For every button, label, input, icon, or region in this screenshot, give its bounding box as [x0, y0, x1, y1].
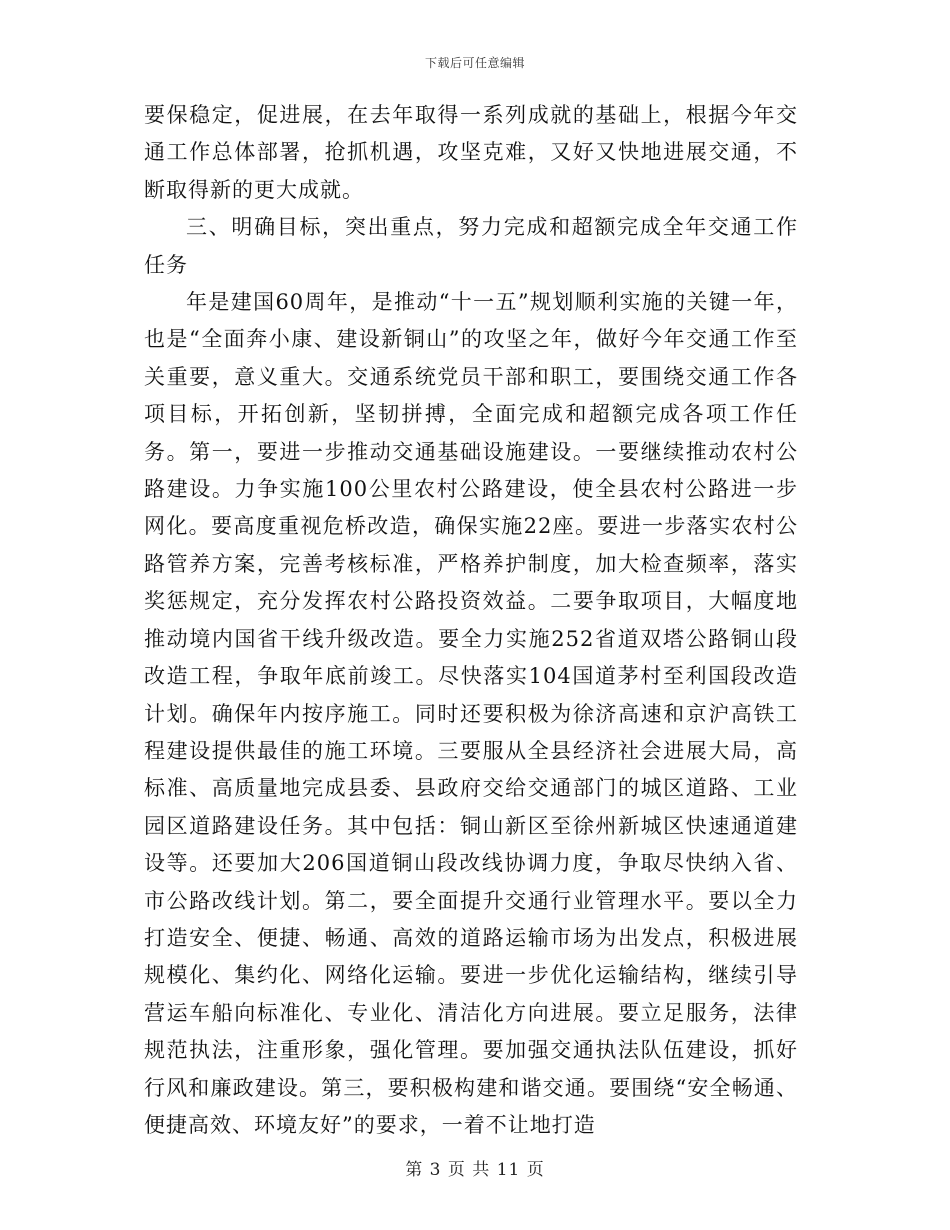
page-number-label: 第 3 页 共 11 页 [405, 1160, 545, 1180]
paragraph-main: 年是建国60周年，是推动“十一五”规划顺利实施的关键一年，也是“全面奔小康、建设新铜山”的攻坚之年，做好今年交通工作至关重要，意义重大。交通系统党员干部和职工，要围绕交通工作各项目标，开拓创新，坚韧拼搏，全面完成和超额完成各项工作任务。第一，要进一步推动交通基础设施建设。一要继续推动农村公路建设。力争实施100公里农村公路建设，使全县农村公路进一步网化。要高度重视危桥改造，确保实施22座。要进一步落实农村公路管养方案，完善考核标准，严格养护制度，加大检查频率，落实奖惩规定，充分发挥农村公路投资效益。二要争取项目，大幅度地推动境内国省干线升级改造。要全力实施252省道双塔公路铜山段改造工程，争取年底前竣工。尽快落实104国道茅村至利国段改造计划。确保年内按序施工。同时还要积极为徐济高速和京沪高铁工程建设提供最佳的施工环境。三要服从全县经济社会进展大局，高标准、高质量地完成县委、县政府交给交通部门的城区道路、工业园区道路建设任务。其中包括：铜山新区至徐州新城区快速通道建设等。还要加大206国道铜山段改线协调力度，争取尽快纳入省、市公路改线计划。第二，要全面提升交通行业管理水平。要以全力打造安全、便捷、畅通、高效的道路运输市场为出发点，积极进展规模化、集约化、网络化运输。要进一步优化运输结构，继续引导营运车船向标准化、专业化、清洁化方向进展。要立足服务，法律规范执法，注重形象，强化管理。要加强交通执法队伍建设，抓好行风和廉政建设。第三，要积极构建和谐交通。要围绕“安全畅通、便捷高效、环境友好”的要求，一着不让地打造 [144, 290, 798, 1137]
paragraph-continuation: 要保稳定，促进展，在去年取得一系列成就的基础上，根据今年交通工作总体部署，抢抓机遇，攻坚克难，又好又快地进展交通，不断取得新的更大成就。 [144, 103, 798, 202]
section-heading: 三、明确目标，突出重点，努力完成和超额完成全年交通工作任务 [144, 215, 798, 277]
page-footer [0, 1155, 950, 1180]
page-header-note: 下载后可任意编辑 [424, 56, 525, 70]
document-body [144, 97, 798, 1144]
